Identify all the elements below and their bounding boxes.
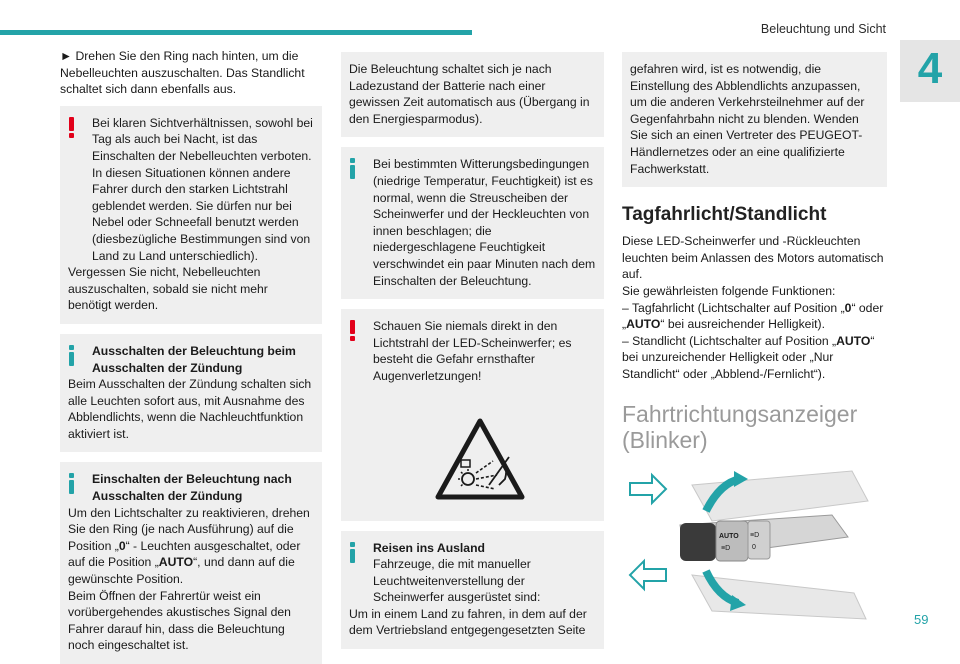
info-box-abroad	[341, 531, 604, 650]
note-text: Die Beleuchtung schaltet sich je nach Ladezustand der Batterie nach einer gewissen Zeit automatisch aus (Übergang in den Energiesparmodus).	[349, 62, 590, 126]
intro-paragraph: ► Drehen Sie den Ring nach hinten, um die Nebelleuchten auszuschalten. Das Standlicht schaltet sich dann ebenfalls aus.	[60, 49, 305, 97]
info-icon	[68, 473, 75, 494]
info-box-weather	[341, 147, 604, 299]
warning-icon	[349, 320, 356, 341]
warning-text-2: Vergessen Sie nicht, Nebelleuchten auszuschalten, sobald sie nicht mehr benötigt werden.	[68, 265, 268, 313]
arrow-left-icon	[630, 561, 666, 589]
drl-list-item: – Tagfahrlicht (Lichtschalter auf Position „0“ oder „AUTO“ bei ausreichender Helligkeit).	[622, 300, 884, 332]
drl-list-item: – Standlicht (Lichtschalter auf Position „AUTO“ bei unzureichender Helligkeit oder „Nur Standlicht“ oder „Abblend-/Fernlicht“).	[622, 333, 875, 381]
section-title: Beleuchtung und Sicht	[760, 22, 886, 36]
info-box-ignition-off	[60, 334, 322, 453]
note-box-continued	[622, 52, 887, 187]
column-1	[60, 48, 322, 664]
warning-box-fog	[60, 106, 322, 324]
drl-paragraph: Diese LED-Scheinwerfer und -Rückleuchten leuchten beim Anlassen des Motors automatisch auf.	[622, 234, 884, 282]
info-icon	[68, 345, 75, 366]
heading-blinker: Fahrtrichtungsanzeiger (Blinker)	[622, 400, 858, 453]
info-text: Bei bestimmten Witterungsbedingungen (niedrige Temperatur, Feuchtigkeit) ist es normal, wenn die Streuscheiben der Scheinwerfer und der Heckleuchten von innen beschlagen; die niedergeschlagene Feuchtigkeit verschwindet ein paar Minuten nach dem Einschalten der Beleuchtung.	[373, 157, 596, 288]
svg-text:AUTO: AUTO	[719, 532, 739, 540]
warning-text: Bei klaren Sichtverhältnissen, sowohl bei Tag als auch bei Nacht, ist das Einschalten der Nebelleuchten verboten. In diesen Situationen können andere Fahrer durch den starken Lichtstrahl geblendet werden. Sie dürfen nur bei Nebel oder Schneefall benutzt werden (diesbezügliche Bestimmungen sind von Land zu Land unterschiedlich).	[92, 115, 313, 263]
info-icon	[349, 158, 356, 179]
chapter-tab	[900, 40, 960, 102]
column-2	[341, 48, 604, 649]
info-title: Einschalten der Beleuchtung nach Ausschalten der Zündung	[92, 472, 292, 504]
chapter-number: 4	[917, 44, 943, 93]
led-warning-figure	[349, 385, 596, 511]
info-title: Reisen ins Ausland	[373, 540, 485, 555]
drl-paragraph-2: Sie gewährleisten folgende Funktionen:	[622, 283, 836, 298]
eye-light-hazard-icon	[349, 385, 612, 511]
note-text: gefahren wird, ist es notwendig, die Einstellung des Abblendlichts anzupassen, um die anderen Verkehrsteilnehmer auf der Gegenfahrbahn nicht zu blenden. Wenden Sie sich an einen Vertreter des PEUGEOT-Händlernetzes oder an eine qualifizierte Fachwerkstatt.	[630, 62, 865, 176]
info-title: Ausschalten der Beleuchtung beim Ausschalten der Zündung	[92, 343, 296, 375]
info-icon	[349, 542, 356, 563]
info-text-2: Beim Öffnen der Fahrertür weist ein vorübergehendes akustisches Signal den Fahrer darauf hin, dass die Beleuchtung noch eingeschaltet ist.	[68, 588, 291, 653]
heading-drl: Tagfahrlicht/Standlicht	[622, 204, 827, 226]
warning-box-led	[341, 309, 604, 520]
header-accent-bar	[0, 30, 472, 35]
warning-icon	[68, 117, 75, 138]
svg-text:≡D: ≡D	[721, 544, 731, 552]
arrow-right-icon	[630, 475, 666, 503]
note-box-battery	[341, 52, 604, 137]
svg-text:0: 0	[752, 543, 756, 551]
info-text-2: Um in einem Land zu fahren, in dem auf der dem Vertriebsland entgegengesetzten Seite	[349, 606, 587, 638]
column-3	[622, 48, 887, 625]
info-box-reactivate	[60, 462, 322, 664]
warning-text: Schauen Sie niemals direkt in den Lichtstrahl der LED-Scheinwerfer; es besteht die Gefahr ernsthafter Augenverletzungen!	[373, 319, 572, 383]
info-text: Fahrzeuge, die mit manueller Leuchtweitenverstellung der Scheinwerfer ausgerüstet sind:	[373, 557, 541, 605]
page-number: 59	[914, 612, 929, 627]
info-text: Um den Lichtschalter zu reaktivieren, drehen Sie den Ring (je nach Ausführung) auf die Position „0“ - Leuchten ausgeschaltet, oder auf die Position „AUTO“, und dann auf die gewünschte Position.	[68, 505, 310, 587]
turn-signal-stalk-figure	[622, 465, 872, 625]
svg-text:≡D: ≡D	[750, 531, 760, 539]
info-text: Beim Ausschalten der Zündung schalten sich alle Leuchten sofort aus, mit Ausnahme des Abblendlichts, wenn die Nachleuchtfunktion aktiviert ist.	[68, 377, 312, 441]
